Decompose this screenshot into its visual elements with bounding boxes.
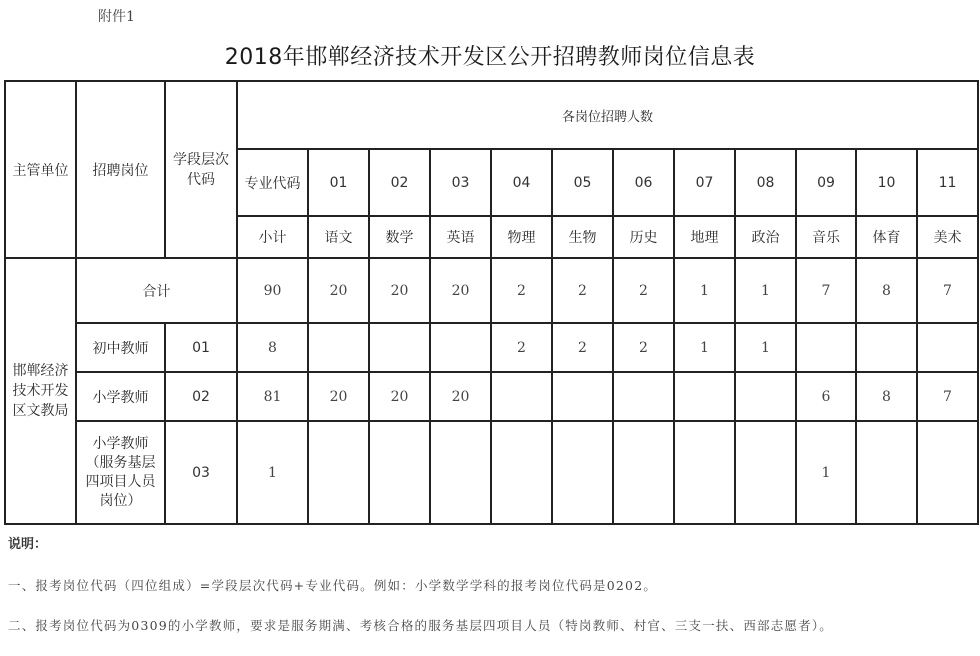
row-cell [613, 372, 674, 421]
subject-code: 03 [430, 149, 491, 216]
total-cell: 1 [735, 258, 796, 323]
header-major-code: 专业代码 [237, 149, 308, 216]
notes-section [8, 533, 833, 656]
row-cell [856, 323, 917, 372]
subject-name: 体育 [856, 216, 917, 258]
total-row [5, 258, 978, 323]
total-cell: 20 [369, 258, 430, 323]
row-cell [674, 372, 735, 421]
row-cell [796, 323, 856, 372]
total-cell: 2 [552, 258, 613, 323]
subject-code: 04 [491, 149, 552, 216]
row-cell: 2 [613, 323, 674, 372]
row-position: 初中教师 [76, 323, 165, 372]
unit-name: 邯郸经济技术开发区文教局 [5, 258, 76, 524]
total-cell: 8 [856, 258, 917, 323]
row-cell: 2 [491, 323, 552, 372]
header-subtotal: 小计 [237, 216, 308, 258]
page-title: 2018年邯郸经济技术开发区公开招聘教师岗位信息表 [224, 45, 756, 70]
total-cell: 7 [796, 258, 856, 323]
row-cell [613, 421, 674, 524]
header-level-code: 学段层次代码 [165, 81, 237, 258]
subject-name: 历史 [613, 216, 674, 258]
row-cell [856, 421, 917, 524]
subject-name: 生物 [552, 216, 613, 258]
total-subtotal: 90 [237, 258, 308, 323]
row-cell [674, 421, 735, 524]
row-cell [308, 421, 369, 524]
row-position: 小学教师 [76, 372, 165, 421]
total-label: 合计 [76, 258, 237, 323]
row-cell [917, 421, 978, 524]
row-cell [735, 372, 796, 421]
subject-code: 09 [796, 149, 856, 216]
subject-name: 数学 [369, 216, 430, 258]
row-cell: 1 [796, 421, 856, 524]
row-cell [917, 323, 978, 372]
subject-name: 政治 [735, 216, 796, 258]
recruitment-table [4, 80, 979, 525]
header-group: 各岗位招聘人数 [237, 81, 978, 149]
row-level-code: 03 [165, 421, 237, 524]
row-cell: 8 [856, 372, 917, 421]
header-position: 招聘岗位 [76, 81, 165, 258]
table-row [5, 323, 978, 372]
row-cell: 20 [369, 372, 430, 421]
subject-code: 07 [674, 149, 735, 216]
row-cell [735, 421, 796, 524]
table-row [5, 421, 978, 524]
total-cell: 20 [308, 258, 369, 323]
row-cell: 20 [308, 372, 369, 421]
subject-code: 02 [369, 149, 430, 216]
subject-name: 语文 [308, 216, 369, 258]
row-subtotal: 1 [237, 421, 308, 524]
row-cell: 20 [430, 372, 491, 421]
total-cell: 20 [430, 258, 491, 323]
total-cell: 2 [491, 258, 552, 323]
row-cell [369, 323, 430, 372]
row-cell: 2 [552, 323, 613, 372]
table-row [5, 372, 978, 421]
row-level-code: 01 [165, 323, 237, 372]
subject-code: 11 [917, 149, 978, 216]
subject-code: 06 [613, 149, 674, 216]
subject-name: 物理 [491, 216, 552, 258]
row-cell: 6 [796, 372, 856, 421]
row-cell [552, 421, 613, 524]
row-subtotal: 8 [237, 323, 308, 372]
subject-code: 08 [735, 149, 796, 216]
subject-code: 01 [308, 149, 369, 216]
row-cell [430, 421, 491, 524]
subject-code: 10 [856, 149, 917, 216]
row-cell [491, 372, 552, 421]
subject-name: 英语 [430, 216, 491, 258]
row-subtotal: 81 [237, 372, 308, 421]
row-cell: 7 [917, 372, 978, 421]
header-unit: 主管单位 [5, 81, 76, 258]
notes-heading: 说明： [8, 537, 48, 552]
row-cell [308, 323, 369, 372]
note-item: 二、报考岗位代码为0309的小学教师，要求是服务期满、考核合格的服务基层四项目人员（特岗教师、村官、三支一扶、西部志愿者）。 [8, 618, 833, 633]
row-cell: 1 [735, 323, 796, 372]
row-cell [491, 421, 552, 524]
subject-code: 05 [552, 149, 613, 216]
row-cell [369, 421, 430, 524]
row-position: 小学教师（服务基层四项目人员岗位） [76, 421, 165, 524]
row-cell [430, 323, 491, 372]
row-cell [552, 372, 613, 421]
subject-name: 地理 [674, 216, 735, 258]
total-cell: 2 [613, 258, 674, 323]
note-item: 一、报考岗位代码（四位组成）=学段层次代码+专业代码。例如：小学数学学科的报考岗位代码是0202。 [8, 578, 658, 593]
total-cell: 7 [917, 258, 978, 323]
total-cell: 1 [674, 258, 735, 323]
subject-name: 音乐 [796, 216, 856, 258]
attachment-label: 附件1 [98, 9, 135, 25]
row-cell: 1 [674, 323, 735, 372]
subject-name: 美术 [917, 216, 978, 258]
row-level-code: 02 [165, 372, 237, 421]
